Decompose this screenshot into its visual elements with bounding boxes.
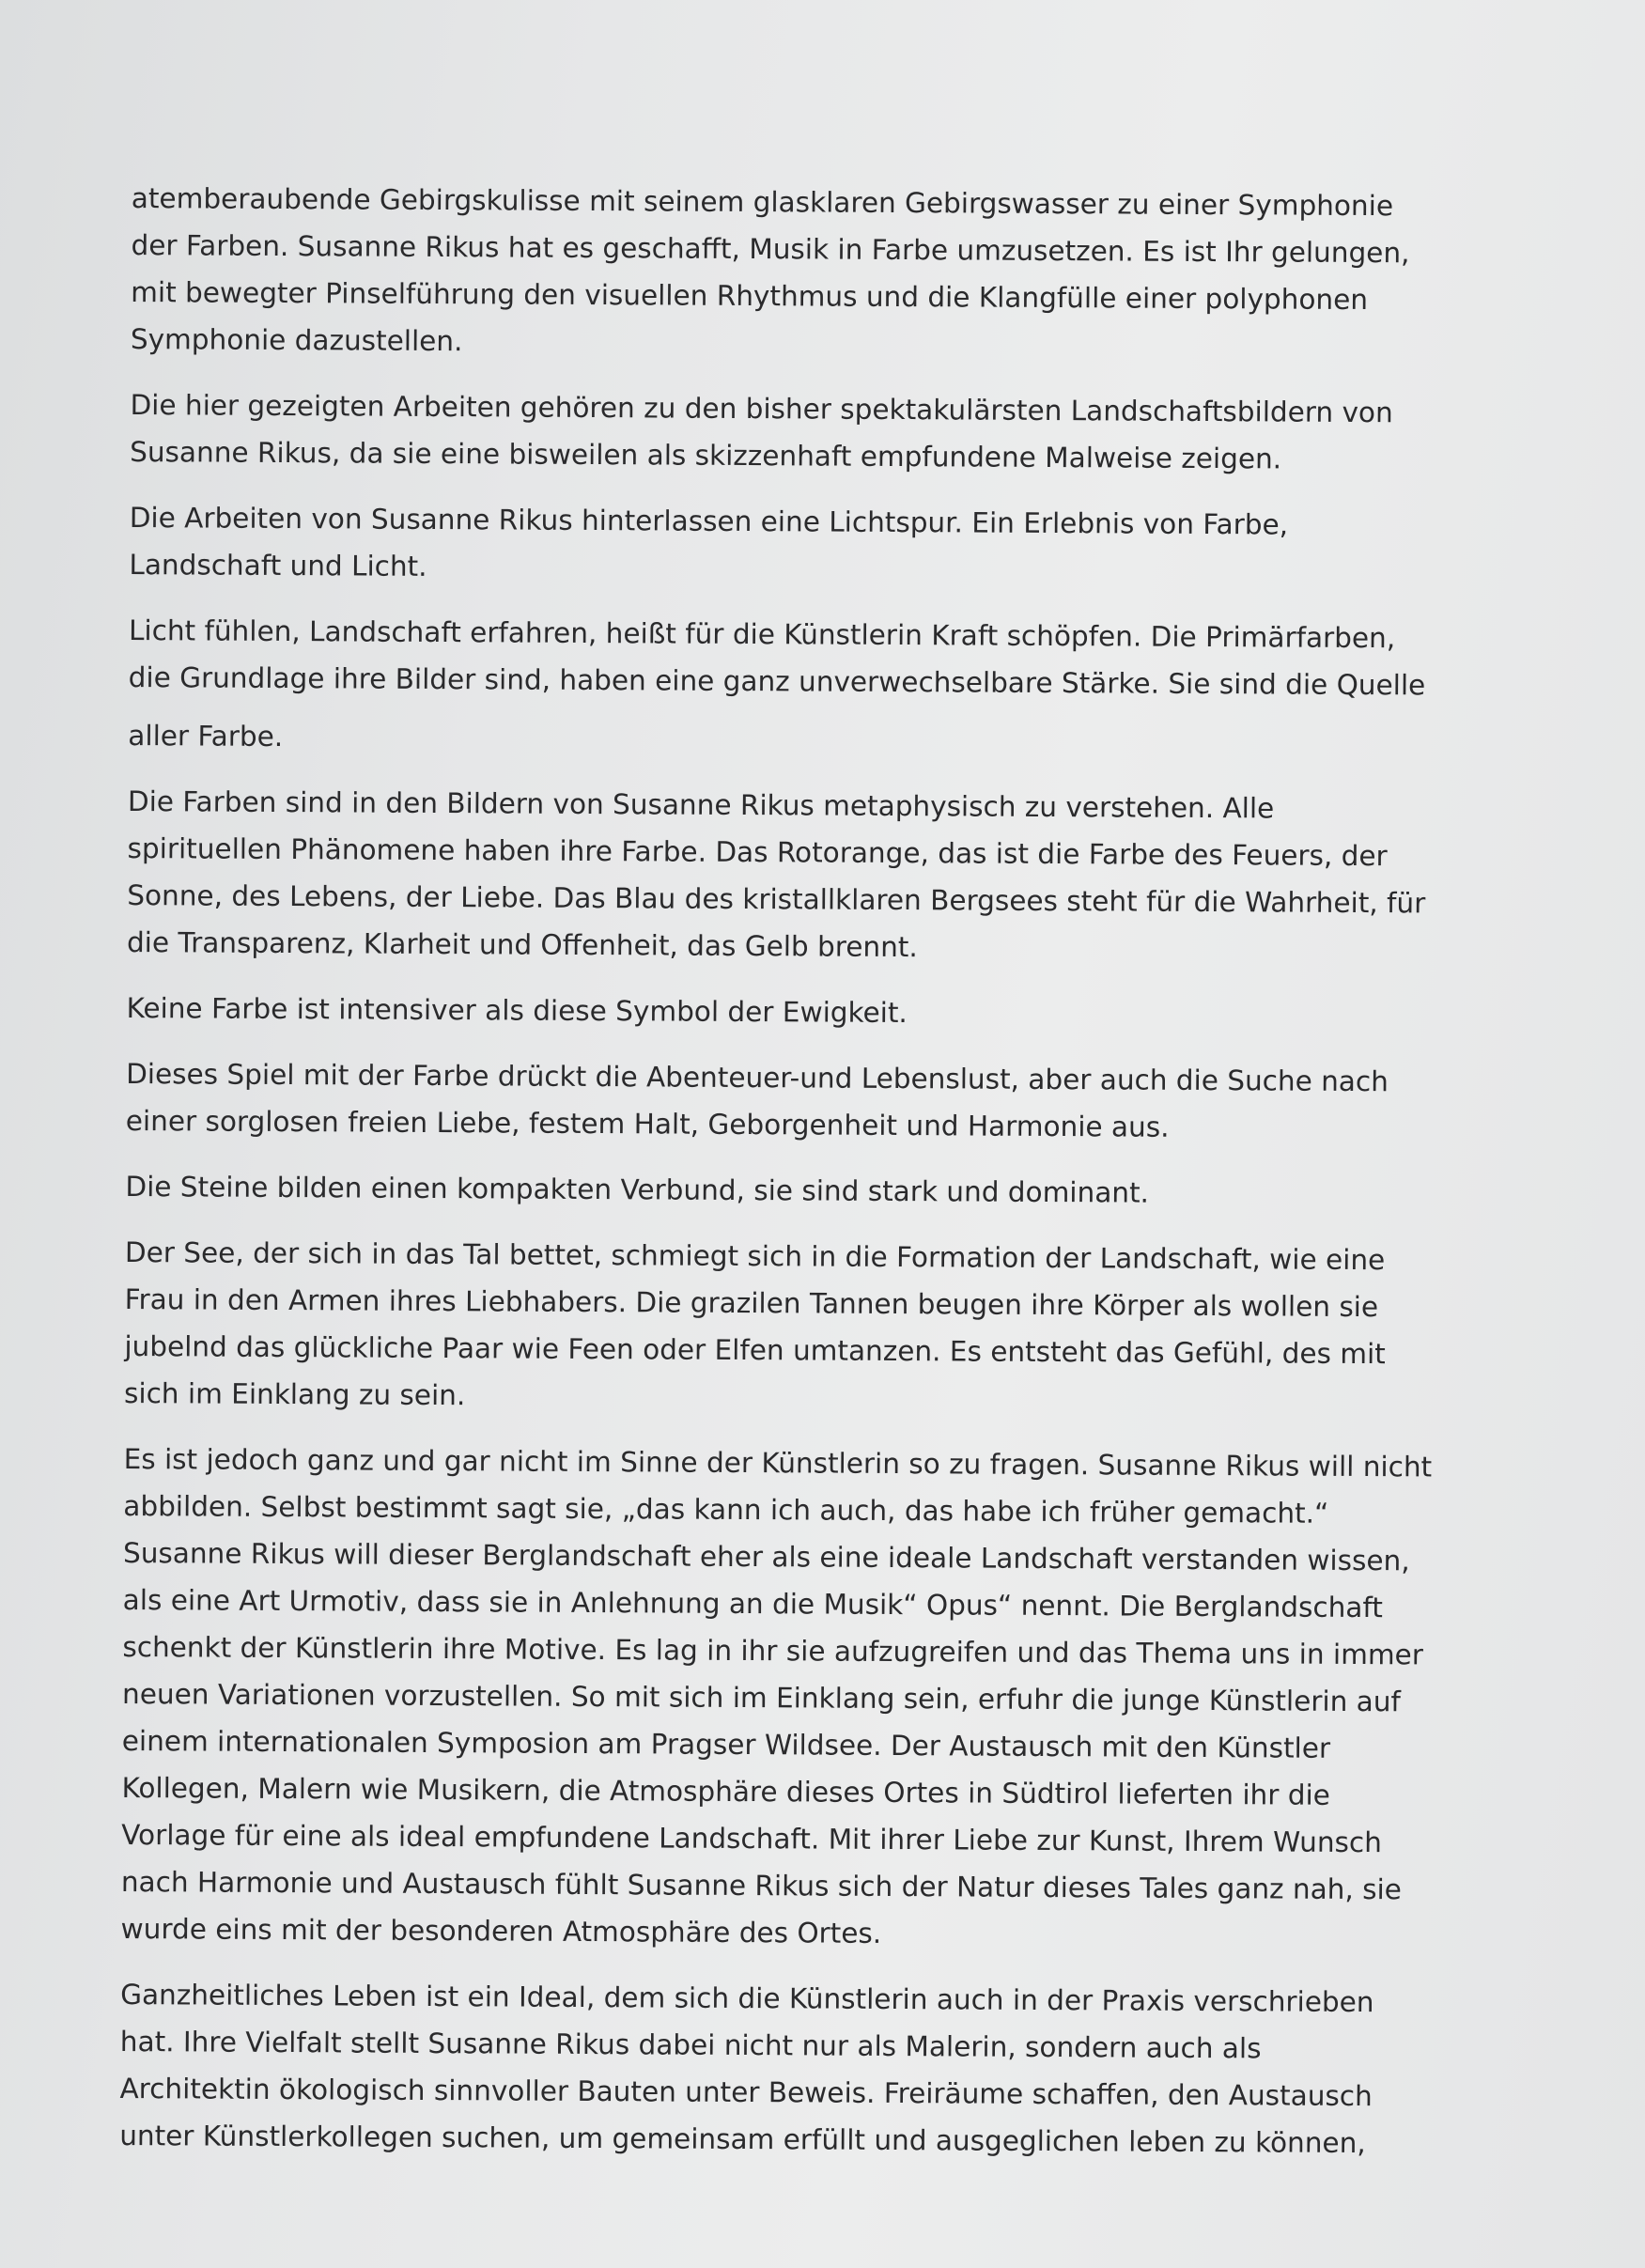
text-line: mit bewegter Pinselführung den visuellen Rhythmus und die Klangfülle einer polyphonen [131,275,1369,317]
text-line: Susanne Rikus, da sie eine bisweilen als skizzenhaft empfundene Malweise zeigen. [130,435,1282,475]
paragraph [129,494,1482,597]
text-line: Die Arbeiten von Susanne Rikus hinterlassen eine Lichtspur. Ein Erlebnis von Farbe, [129,501,1289,541]
text-line: Sonne, des Lebens, der Liebe. Das Blau des kristallklaren Bergsees steht für die Wahrheit, für [127,878,1426,920]
text-line: Vorlage für eine als ideal empfundene Landschaft. Mit ihrer Liebe zur Kunst, Ihrem Wunsch [121,1818,1382,1859]
text-line: Licht fühlen, Landschaft erfahren, heißt für die Künstlerin Kraft schöpfen. Die Primärfarben, [128,614,1396,655]
text-line: Der See, der sich in das Tal bettet, schmiegt sich in die Formation der Landschaft, wie eine [124,1235,1386,1277]
paragraph [131,175,1484,371]
text-line: Landschaft und Licht. [129,548,427,583]
text-line: spirituellen Phänomene haben ihre Farbe. Das Rotorange, das ist die Farbe des Feuers, der [127,831,1388,873]
paragraph [119,1971,1473,2167]
paragraph [124,1229,1478,1425]
paragraph [125,1163,1478,1219]
text-line: sich im Einklang zu sein. [123,1376,466,1412]
paragraph [126,1050,1480,1153]
text-line: Die Farben sind in den Bildern von Susanne Rikus metaphysisch zu verstehen. Alle [127,784,1275,825]
paragraph [126,985,1479,1040]
text-line: Kollegen, Malern wie Musikern, die Atmosphäre dieses Ortes in Südtirol lieferten ihr die [121,1771,1330,1811]
text-line: nach Harmonie und Austausch fühlt Susanne Rikus sich der Natur dieses Tales ganz nah, sie [120,1865,1402,1906]
document-body [119,175,1484,2186]
text-line: Symphonie dazustellen. [130,322,463,358]
paragraph [128,607,1482,768]
paragraph [130,381,1483,484]
text-line: schenkt der Künstlerin ihre Motive. Es lag in ihr sie aufzugreifen und das Thema uns in immer [122,1630,1424,1671]
text-line: Dieses Spiel mit der Farbe drückt die Abenteuer-und Lebenslust, aber auch die Suche nach [126,1057,1389,1098]
text-line: Frau in den Armen ihres Liebhabers. Die grazilen Tannen beugen ihre Körper als wollen sie [124,1282,1379,1324]
text-line: Keine Farbe ist intensiver als diese Symbol der Ewigkeit. [126,991,908,1030]
text-line: Architektin ökologisch sinnvoller Bauten unter Beweis. Freiräume schaffen, den Austausch [119,2072,1373,2113]
text-line: der Farben. Susanne Rikus hat es geschafft, Musik in Farbe umzusetzen. Es ist Ihr gelungen, [131,228,1410,270]
paragraph [120,1436,1476,1961]
text-line: Ganzheitliches Leben ist ein Ideal, dem sich die Künstlerin auch in der Praxis verschrieben [120,1978,1374,2019]
text-line: Die Steine bilden einen kompakten Verbund, sie sind stark und dominant. [125,1170,1150,1209]
text-line: aller Farbe. [128,719,284,753]
text-line: einem internationalen Symposion am Pragser Wildsee. Der Austausch mit den Künstler [121,1724,1331,1764]
text-line: als eine Art Urmotiv, dass sie in Anlehnung an die Musik“ Opus“ nennt. Die Berglandschaft [122,1583,1383,1624]
text-line: neuen Variationen vorzustellen. So mit sich im Einklang sein, erfuhr die junge Künstlerin auf [122,1677,1401,1718]
text-line: wurde eins mit der besonderen Atmosphäre des Ortes. [120,1912,882,1950]
paragraph [127,778,1481,974]
text-line: Es ist jedoch ganz und gar nicht im Sinne der Künstlerin so zu fragen. Susanne Rikus will nicht [123,1442,1433,1484]
text-line: Die hier gezeigten Arbeiten gehören zu den bisher spektakulärsten Landschaftsbildern von [130,388,1393,429]
text-line: atemberaubende Gebirgskulisse mit seinem glasklaren Gebirgswasser zu einer Symphonie [131,181,1394,223]
text-line: die Transparenz, Klarheit und Offenheit, das Gelb brennt. [126,925,918,964]
text-line: Susanne Rikus will dieser Berglandschaft eher als eine ideale Landschaft verstanden wissen, [122,1536,1410,1577]
text-line: abbilden. Selbst bestimmt sagt sie, „das kann ich auch, das habe ich früher gemacht.“ [123,1489,1329,1530]
text-line: hat. Ihre Vielfalt stellt Susanne Rikus dabei nicht nur als Malerin, sondern auch als [119,2025,1262,2065]
text-line: einer sorglosen freien Liebe, festem Halt, Geborgenheit und Harmonie aus. [125,1104,1170,1143]
text-line: jubelnd das glückliche Paar wie Feen oder Elfen umtanzen. Es entsteht das Gefühl, des mit [124,1329,1386,1371]
text-line: unter Künstlerkollegen suchen, um gemeinsam erfüllt und ausgeglichen leben zu können, [119,2119,1366,2160]
text-line: die Grundlage ihre Bilder sind, haben eine ganz unverwechselbare Stärke. Sie sind die Quelle [128,660,1426,702]
